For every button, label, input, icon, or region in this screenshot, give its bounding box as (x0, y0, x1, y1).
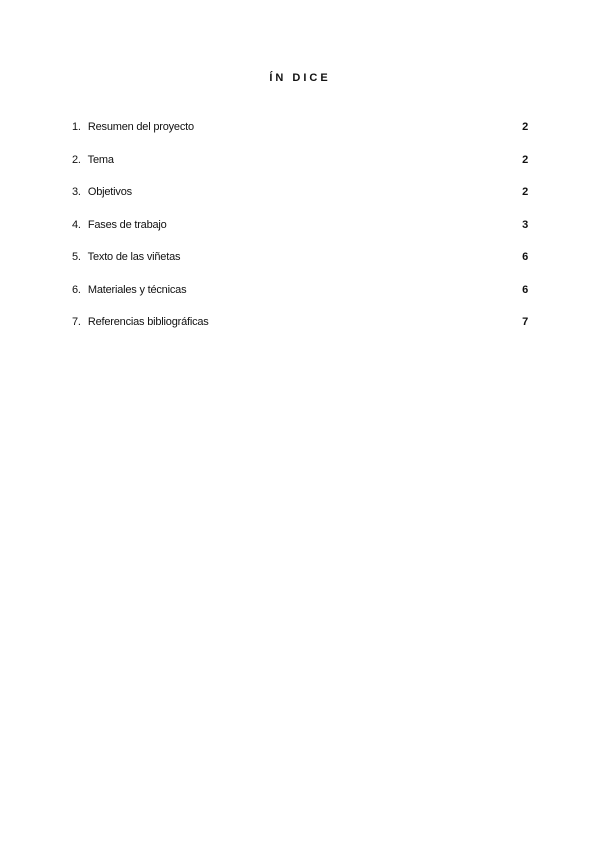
page-title: ÍN DICE (269, 72, 331, 84)
toc-entry-page: 6 (522, 251, 528, 263)
toc-entry-number: 6. (72, 283, 81, 296)
toc-entry (72, 316, 528, 349)
toc-entry-title: Texto de las viñetas (87, 251, 181, 263)
toc-entry-title: Referencias bibliográficas (87, 316, 209, 328)
toc-entry-number: 4. (72, 218, 81, 231)
toc-entry-page: 3 (522, 218, 528, 231)
toc-entry (72, 186, 528, 219)
toc-entry-number: 1. (72, 121, 81, 133)
toc-entry (72, 121, 528, 154)
toc-entry-number: 3. (72, 186, 81, 198)
toc-entry-title: Materiales y técnicas (87, 283, 187, 296)
toc-entry-label (72, 251, 180, 263)
toc-entry-page: 6 (522, 283, 528, 296)
toc-entry (72, 219, 528, 252)
toc-entry-page: 2 (522, 121, 528, 133)
toc-entry-page: 7 (522, 316, 528, 328)
toc-entry-title: Fases de trabajo (87, 218, 167, 231)
toc-entry-label (72, 219, 167, 231)
toc-entry-label (72, 316, 209, 328)
toc-entry-label (72, 154, 114, 166)
toc-entry-page: 2 (522, 186, 528, 198)
table-of-contents (72, 121, 528, 349)
toc-entry-number: 5. (72, 251, 81, 263)
toc-entry-title: Tema (87, 153, 114, 166)
toc-entry (72, 284, 528, 317)
toc-entry-label (72, 186, 132, 198)
toc-entry-title: Resumen del proyecto (87, 121, 194, 133)
toc-entry-title: Objetivos (87, 186, 132, 198)
toc-entry (72, 154, 528, 187)
toc-entry (72, 251, 528, 284)
toc-entry-label (72, 121, 194, 133)
toc-entry-page: 2 (522, 153, 528, 166)
toc-entry-number: 7. (72, 316, 81, 328)
toc-entry-number: 2. (72, 153, 81, 166)
toc-entry-label (72, 284, 186, 296)
